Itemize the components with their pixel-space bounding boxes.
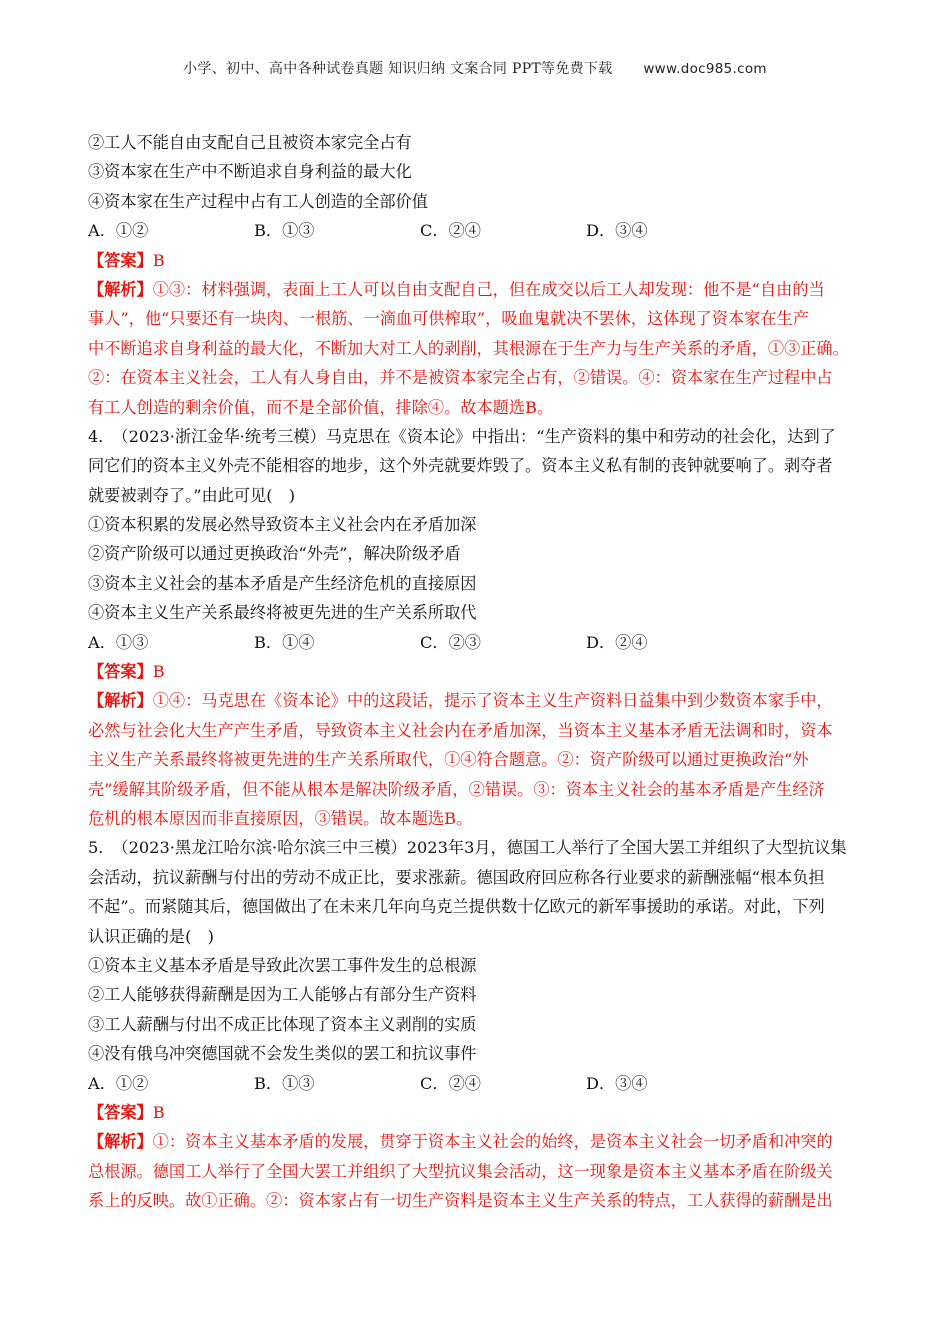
analysis-tag: 【解析】 (88, 279, 153, 299)
question-number: 4． (88, 426, 115, 446)
analysis-text: ①：资本主义基本矛盾的发展，贯穿于资本主义社会的始终，是资本主义社会一切矛盾和冲突的 (152, 1132, 833, 1152)
option-c: C．②④ (420, 221, 481, 241)
stem-line: 不起”。而紧随其后，德国做出了在未来几年向乌克兰提供数十亿欧元的新军事援助的承诺。对此，下列 (88, 897, 825, 917)
answer-line (88, 657, 868, 686)
option-b: B．①④ (254, 632, 315, 652)
analysis-line (88, 1127, 868, 1156)
analysis-line: ②：在资本主义社会，工人有人身自由，并不是被资本家完全占有，②错误。④：资本家在生产过程中占 (88, 368, 833, 388)
analysis-line: 总根源。德国工人举行了全国大罢工并组织了大型抗议集会活动，这一现象是资本主义基本矛盾在阶级关 (88, 1161, 833, 1181)
options-row (88, 1069, 868, 1098)
header-text: 小学、初中、高中各种试卷真题 知识归纳 文案合同 PPT等免费下载 (183, 61, 613, 77)
analysis-line: 危机的根本原因而非直接原因，③错误。故本题选B。 (88, 808, 473, 828)
answer-tag: 【答案】 (88, 1102, 153, 1122)
page-header (0, 58, 950, 78)
analysis-line: 壳”缓解其阶级矛盾，但不能从根本是解决阶级矛盾，②错误。③：资本主义社会的基本矛盾是产生经济 (88, 779, 825, 799)
option-a: A．①② (88, 1073, 149, 1093)
answer-value: B (152, 1102, 165, 1122)
analysis-text: ①④：马克思在《资本论》中的这段话，提示了资本主义生产资料日益集中到少数资本家手中， (152, 691, 833, 711)
statement: ④资本主义生产关系最终将被更先进的生产关系所取代 (88, 603, 477, 623)
question-stem (88, 422, 868, 451)
answer-tag: 【答案】 (88, 662, 153, 682)
option-a: A．①③ (88, 632, 149, 652)
option-b: B．①③ (254, 221, 315, 241)
analysis-line: 系上的反映。故①正确。②：资本家占有一切生产资料是资本主义生产关系的特点，工人获得的薪酬是出 (88, 1191, 833, 1211)
stem-line: 会活动，抗议薪酬与付出的劳动不成正比，要求涨薪。德国政府回应称各行业要求的薪酬涨幅“根本负担 (88, 867, 825, 887)
statement: ①资本主义基本矛盾是导致此次罢工事件发生的总根源 (88, 955, 477, 975)
analysis-line: 必然与社会化大生产产生矛盾，导致资本主义社会内在矛盾加深，当资本主义基本矛盾无法调和时，资本 (88, 720, 833, 740)
stem-line: 同它们的资本主义外壳不能相容的地步，这个外壳就要炸毁了。资本主义私有制的丧钟就要响了。剥夺者 (88, 456, 833, 476)
stem-text: （2023·浙江金华·统考三模）马克思在《资本论》中指出：“生产资料的集中和劳动的社会化，达到了 (120, 426, 836, 446)
answer-value: B (152, 250, 165, 270)
option-a: A．①② (88, 221, 149, 241)
statement: ④资本家在生产过程中占有工人创造的全部价值 (88, 191, 428, 211)
stem-text: （2023·黑龙江哈尔滨·哈尔滨三中三模）2023年3月，德国工人举行了全国大罢工并组织了大型抗议集 (120, 838, 847, 858)
question-stem (88, 833, 868, 862)
answer-tag: 【答案】 (88, 250, 153, 270)
statement: ②工人不能自由支配自己且被资本家完全占有 (88, 133, 412, 152)
analysis-line: 中不断追求自身利益的最大化，不断加大对工人的剥削，其根源在于生产力与生产关系的矛盾，①③正确。 (88, 338, 849, 358)
analysis-line: 有工人创造的剩余价值，而不是全部价值，排除④。故本题选B。 (88, 397, 554, 417)
option-c: C．②④ (420, 1073, 481, 1093)
statement: ②工人能够获得薪酬是因为工人能够占有部分生产资料 (88, 985, 477, 1005)
options-row (88, 628, 868, 657)
option-d: D．③④ (586, 221, 648, 241)
statement: ③资本家在生产中不断追求自身利益的最大化 (88, 162, 412, 182)
statement: ③资本主义社会的基本矛盾是产生经济危机的直接原因 (88, 573, 477, 593)
option-d: D．③④ (586, 1073, 648, 1093)
analysis-line (88, 686, 868, 715)
question-5 (88, 833, 868, 1215)
header-site-link[interactable]: www.doc985.com (643, 61, 767, 77)
document-content (88, 128, 868, 1215)
question-number: 5． (88, 838, 115, 858)
statement: ③工人薪酬与付出不成正比体现了资本主义剥削的实质 (88, 1014, 477, 1034)
option-b: B．①③ (254, 1073, 315, 1093)
analysis-text: ①③：材料强调，表面上工人可以自由支配自己，但在成交以后工人却发现：他不是“自由的当 (152, 279, 825, 299)
analysis-line: 主义生产关系最终将被更先进的生产关系所取代，①④符合题意。②：资产阶级可以通过更换政治“外 (88, 750, 809, 770)
statement: ④没有俄乌冲突德国就不会发生类似的罢工和抗议事件 (88, 1044, 477, 1064)
question-3 (88, 128, 868, 422)
question-4 (88, 422, 868, 833)
analysis-line: 事人”，他“只要还有一块肉、一根筋、一滴血可供榨取”，吸血鬼就决不罢休，这体现了资本家在生产 (88, 309, 809, 329)
option-c: C．②③ (420, 632, 481, 652)
statement: ①资本积累的发展必然导致资本主义社会内在矛盾加深 (88, 515, 477, 535)
option-d: D．②④ (586, 632, 648, 652)
analysis-tag: 【解析】 (88, 691, 153, 711)
answer-line (88, 1098, 868, 1127)
options-row (88, 216, 868, 245)
analysis-tag: 【解析】 (88, 1132, 153, 1152)
answer-line (88, 246, 868, 275)
stem-line: 认识正确的是( ) (88, 926, 214, 946)
stem-line: 就要被剥夺了。”由此可见( ) (88, 485, 296, 505)
analysis-line (88, 275, 868, 304)
answer-value: B (152, 662, 165, 682)
statement: ②资产阶级可以通过更换政治“外壳”，解决阶级矛盾 (88, 544, 461, 564)
